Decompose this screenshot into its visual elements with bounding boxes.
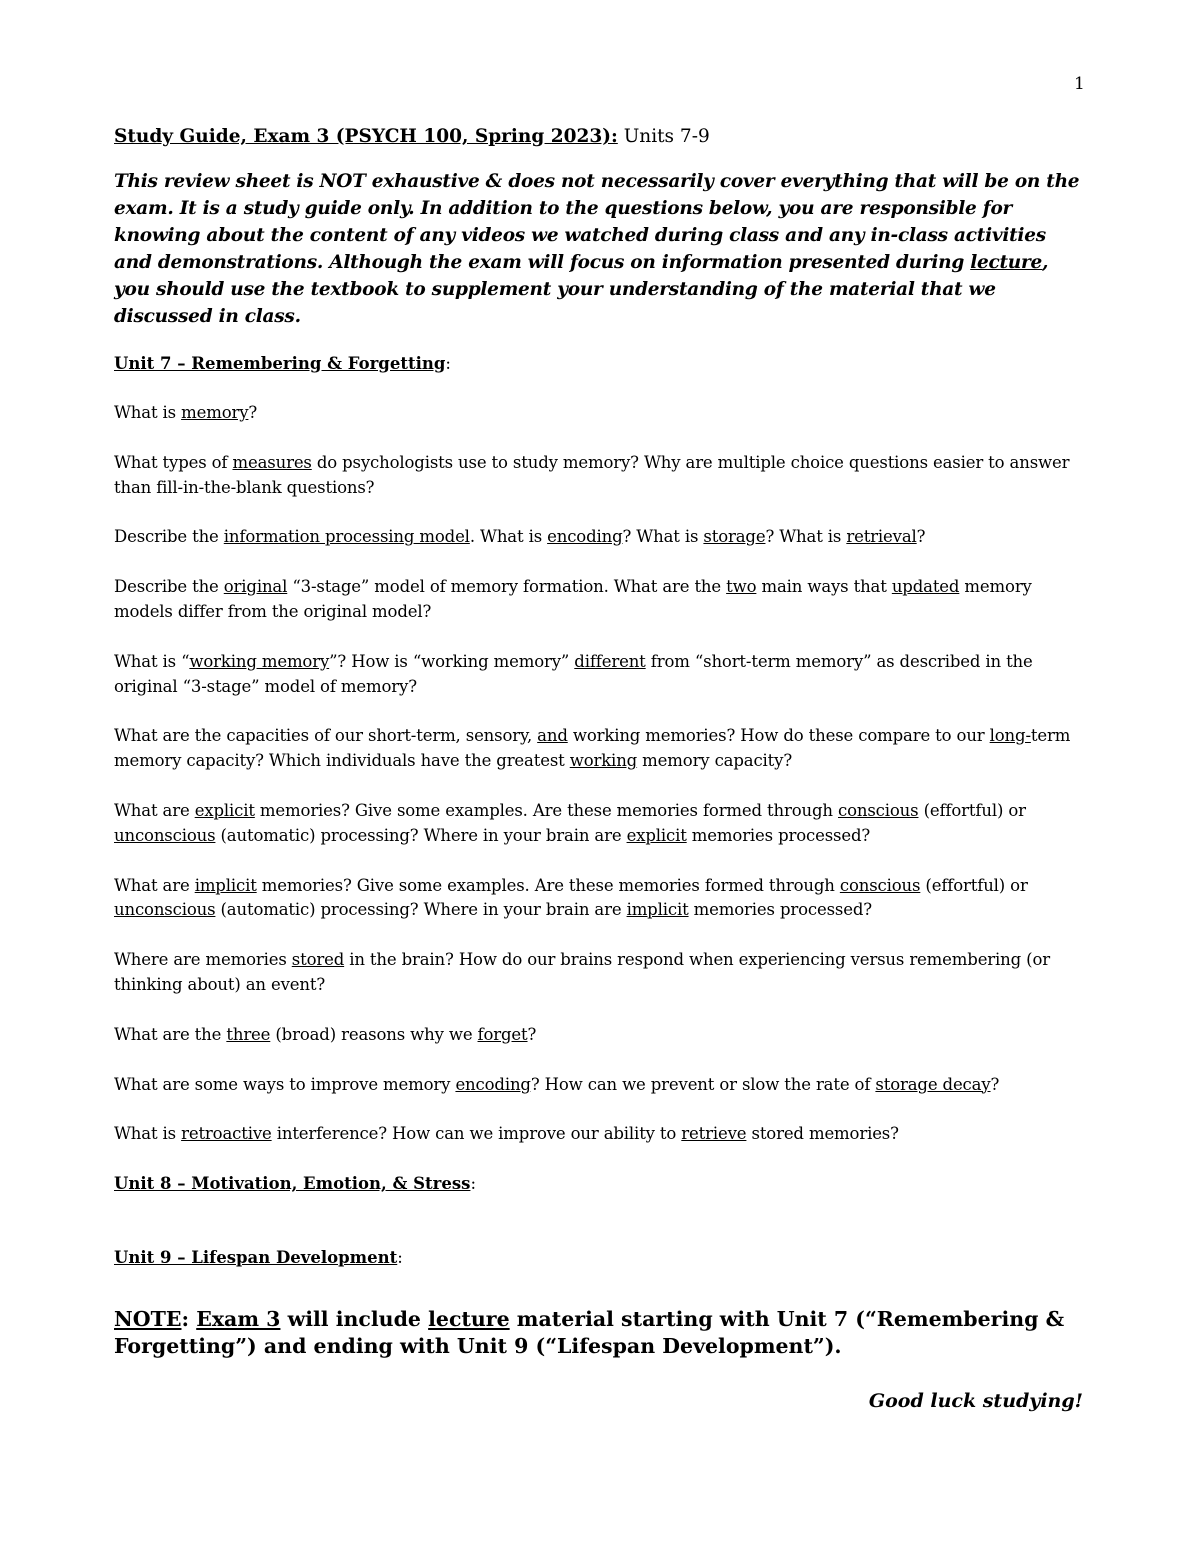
intro-part1: This review sheet is NOT exhaustive & does not necessarily cover everything that will be on the exam. It is a study guide only. In addition to the questions below, you are responsible for knowing about the content of any videos we watched during class and any in-class activities and demonstrations. Although the exam will focus on information presented during xyxy=(114,171,1080,273)
question-key-term: working memory xyxy=(189,651,330,671)
title-underlined: Study Guide, Exam 3 (PSYCH 100, Spring 2023): xyxy=(114,126,618,147)
page-title xyxy=(114,124,1089,150)
question-text: What are xyxy=(114,800,195,820)
question-text: term memory capacity? Which individuals have the greatest xyxy=(114,726,1071,771)
question-text: stored memories? xyxy=(746,1124,899,1144)
unit7-heading xyxy=(114,352,1089,376)
unit8-colon: : xyxy=(470,1174,476,1194)
unit9-title: Unit 9 – Lifespan Development xyxy=(114,1248,398,1268)
title-units: Units 7-9 xyxy=(617,126,710,147)
question-text: memory capacity? xyxy=(637,751,793,771)
question-item xyxy=(114,874,1089,924)
question-text: Where are memories xyxy=(114,950,292,970)
question-key-term: explicit xyxy=(626,825,687,845)
question-key-term: and xyxy=(537,726,568,746)
question-text: . What is xyxy=(469,527,548,547)
question-item xyxy=(114,1023,1089,1048)
question-text: ? xyxy=(527,1024,537,1044)
question-item xyxy=(114,525,1089,550)
question-key-term: conscious xyxy=(839,875,921,895)
note-part2: material starting with Unit 7 (“Remembering & Forgetting”) and ending with Unit 9 (“Lifespan Development”). xyxy=(114,1307,1065,1359)
unit7-colon: : xyxy=(445,354,451,373)
question-key-term: information processing model xyxy=(223,527,470,547)
question-text: do psychologists use to study memory? Why are multiple choice questions easier to answer than fill-in-the-blank questions? xyxy=(114,452,1070,497)
question-item xyxy=(114,948,1089,998)
question-key-term: encoding xyxy=(455,1074,531,1094)
question-key-term: retrieve xyxy=(681,1124,747,1144)
question-key-term: measures xyxy=(232,452,312,472)
question-key-term: implicit xyxy=(626,900,689,920)
question-text: main ways that xyxy=(756,577,892,597)
question-key-term: unconscious xyxy=(114,825,216,845)
question-item xyxy=(114,799,1089,849)
question-item xyxy=(114,451,1089,501)
question-key-term: unconscious xyxy=(114,900,216,920)
question-text: working memories? How do these compare to our xyxy=(567,726,990,746)
unit8-heading xyxy=(114,1172,1089,1196)
question-item xyxy=(114,401,1089,426)
question-text: ? What is xyxy=(622,527,704,547)
question-key-term: encoding xyxy=(547,527,623,547)
question-text: memories processed? xyxy=(686,825,871,845)
question-text: (effortful) or xyxy=(920,875,1028,895)
unit8-title: Unit 8 – Motivation, Emotion, & Stress xyxy=(114,1174,471,1194)
study-guide-content xyxy=(114,124,1089,1414)
question-key-term: conscious xyxy=(838,800,919,820)
question-text: from “short-term memory” as described in the original “3-stage” model of memory? xyxy=(114,651,1033,696)
unit7-question-list xyxy=(114,401,1089,1147)
note-label: NOTE xyxy=(114,1307,182,1332)
question-key-term: long- xyxy=(989,726,1031,746)
intro-lecture: lecture xyxy=(970,252,1043,273)
question-key-term: three xyxy=(226,1024,271,1044)
question-text: ? xyxy=(916,527,926,547)
question-text: “3-stage” model of memory formation. What are the xyxy=(287,577,727,597)
question-text: ? What is xyxy=(765,527,847,547)
question-item xyxy=(114,1073,1089,1098)
page-number: 1 xyxy=(1074,74,1085,94)
question-text: Describe the xyxy=(114,577,224,597)
question-text: What are the xyxy=(114,1024,227,1044)
question-text: ? xyxy=(248,403,258,422)
intro-paragraph xyxy=(114,168,1089,330)
question-key-term: storage decay xyxy=(875,1074,991,1094)
question-key-term: working xyxy=(569,751,638,771)
unit9-heading xyxy=(114,1246,1089,1270)
question-text: memories processed? xyxy=(688,900,872,920)
question-key-term: retroactive xyxy=(181,1124,272,1144)
signoff: Good luck studying! xyxy=(868,1390,1083,1413)
question-text: What is xyxy=(114,1124,182,1144)
question-item xyxy=(114,1122,1089,1147)
question-item xyxy=(114,650,1089,700)
question-text: ? How can we prevent or slow the rate of xyxy=(530,1074,876,1094)
note-exam: Exam 3 xyxy=(196,1307,281,1332)
question-text: What are some ways to improve memory xyxy=(114,1074,456,1094)
question-text: memory models differ from the original model? xyxy=(114,577,1032,621)
question-text: (broad) reasons why we xyxy=(270,1024,478,1044)
question-key-term: two xyxy=(726,577,757,597)
question-key-term: original xyxy=(223,577,288,597)
question-text: What types of xyxy=(114,452,233,472)
question-text: (effortful) or xyxy=(918,800,1026,820)
question-text: in the brain? How do our brains respond when experiencing versus remembering (or thinking about) an event? xyxy=(114,950,1050,994)
question-text: What are xyxy=(114,875,195,895)
question-text: (automatic) processing? Where in your brain are xyxy=(215,900,627,920)
exam-note xyxy=(114,1306,1089,1360)
question-text: ? xyxy=(990,1074,1000,1094)
question-text: What are the capacities of our short-term, sensory, xyxy=(114,726,538,746)
question-key-term: stored xyxy=(291,950,345,970)
question-text: ”? How is “working memory” xyxy=(329,651,575,671)
question-key-term: updated xyxy=(891,577,960,597)
question-key-term: forget xyxy=(477,1024,528,1044)
question-key-term: different xyxy=(574,651,646,671)
question-item xyxy=(114,575,1089,625)
note-part1: will include xyxy=(280,1307,429,1332)
question-key-term: implicit xyxy=(194,875,257,895)
question-key-term: storage xyxy=(703,527,766,547)
question-text: (automatic) processing? Where in your brain are xyxy=(215,825,627,845)
question-key-term: retrieval xyxy=(846,527,917,547)
question-key-term: memory xyxy=(181,403,249,422)
question-text: What is xyxy=(114,403,182,422)
note-colon: : xyxy=(181,1307,197,1332)
question-text: What is “ xyxy=(114,651,190,671)
unit9-colon: : xyxy=(397,1248,403,1268)
question-text: Describe the xyxy=(114,527,224,547)
question-text: memories? Give some examples. Are these memories formed through xyxy=(254,800,838,820)
intro-part2: , you should use the textbook to supplement your understanding of the material that we discussed in class. xyxy=(114,252,1049,327)
question-key-term: explicit xyxy=(194,800,255,820)
question-item xyxy=(114,724,1089,774)
unit7-title: Unit 7 – Remembering & Forgetting xyxy=(114,354,446,373)
question-text: interference? How can we improve our ability to xyxy=(271,1124,682,1144)
question-text: memories? Give some examples. Are these memories formed through xyxy=(256,875,840,895)
note-lecture: lecture xyxy=(428,1307,510,1332)
